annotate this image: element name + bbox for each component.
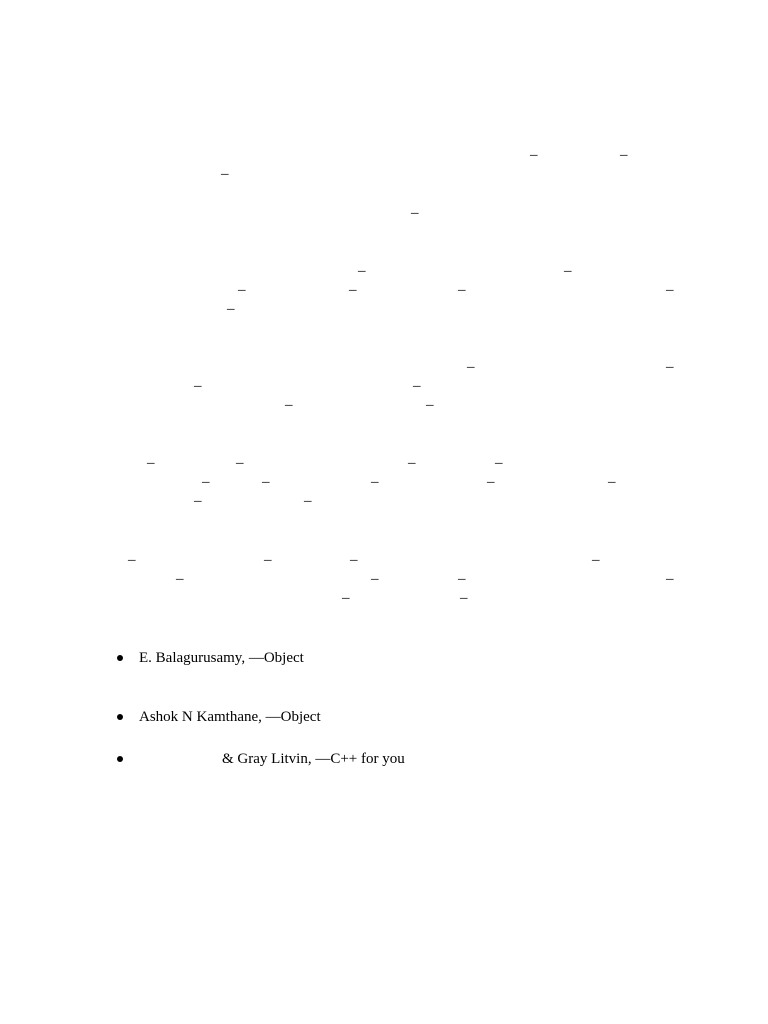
text-fragment: – xyxy=(176,571,184,587)
text-fragment: – xyxy=(458,282,466,298)
bullet-icon xyxy=(117,655,123,661)
text-fragment: – xyxy=(530,147,538,163)
text-fragment: – xyxy=(227,301,235,317)
reference-text: & Gray Litvin, —C++ for you xyxy=(222,751,405,767)
text-fragment: – xyxy=(194,493,202,509)
text-fragment: – xyxy=(495,455,503,471)
text-fragment: – xyxy=(467,359,475,375)
text-fragment: – xyxy=(350,552,358,568)
text-fragment: – xyxy=(147,455,155,471)
text-fragment: – xyxy=(304,493,312,509)
text-fragment: – xyxy=(285,397,293,413)
text-fragment: – xyxy=(342,590,350,606)
text-fragment: – xyxy=(194,378,202,394)
text-fragment: – xyxy=(262,474,270,490)
reference-text: Ashok N Kamthane, —Object xyxy=(139,709,321,725)
text-fragment: – xyxy=(264,552,272,568)
bullet-icon xyxy=(117,756,123,762)
text-fragment: – xyxy=(236,455,244,471)
text-fragment: – xyxy=(128,552,136,568)
text-fragment: – xyxy=(460,590,468,606)
text-fragment: – xyxy=(608,474,616,490)
text-fragment: – xyxy=(358,263,366,279)
text-fragment: – xyxy=(666,571,674,587)
bullet-icon xyxy=(117,714,123,720)
text-fragment: – xyxy=(666,359,674,375)
text-fragment: – xyxy=(349,282,357,298)
text-fragment: – xyxy=(371,474,379,490)
text-fragment: – xyxy=(408,455,416,471)
text-fragment: – xyxy=(426,397,434,413)
text-fragment: – xyxy=(238,282,246,298)
text-fragment: – xyxy=(202,474,210,490)
text-fragment: – xyxy=(413,378,421,394)
text-fragment: – xyxy=(411,205,419,221)
text-fragment: – xyxy=(487,474,495,490)
text-fragment: – xyxy=(666,282,674,298)
text-fragment: – xyxy=(458,571,466,587)
text-fragment: – xyxy=(564,263,572,279)
text-fragment: – xyxy=(592,552,600,568)
text-fragment: – xyxy=(371,571,379,587)
text-fragment: – xyxy=(221,166,229,182)
reference-text: E. Balagurusamy, —Object xyxy=(139,650,304,666)
text-fragment: – xyxy=(620,147,628,163)
